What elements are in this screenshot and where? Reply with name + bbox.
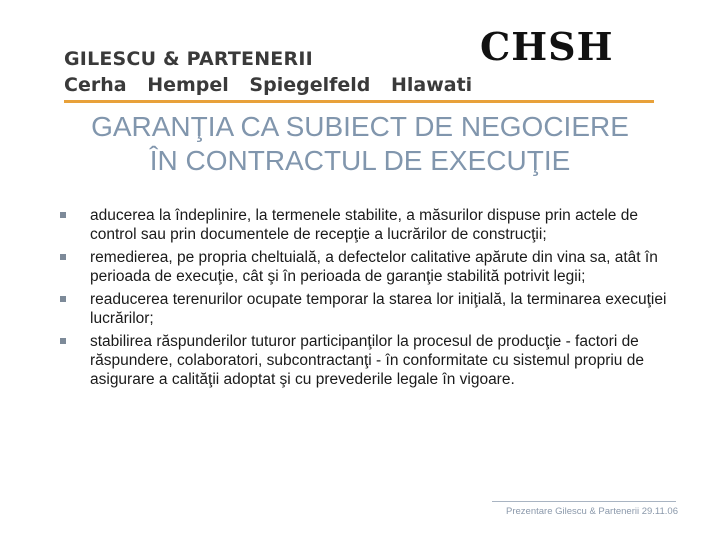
- brand-logo: CHSH: [480, 24, 614, 69]
- slide-title-line: GARANŢIA CA SUBIECT DE NEGOCIERE: [91, 111, 629, 142]
- list-item: [60, 206, 670, 244]
- slide-title-line: ÎN CONTRACTUL DE EXECUŢIE: [149, 145, 571, 176]
- bullet-icon: [60, 296, 66, 302]
- list-item-text: remedierea, pe propria cheltuială, a defectelor calitative apărute din vina sa, atât în perioada de execuţie, cât şi în perioada de garanţie stabilită potrivit legii;: [90, 249, 658, 285]
- slide-title: [40, 110, 680, 178]
- footer-divider: [492, 501, 676, 502]
- list-item-text: stabilirea răspunderilor tuturor participanţilor la procesul de producţie - factori de răspundere, colaboratori, subcontractanţi - în conformitate cu sistemul propriu de asigurare a calităţii adoptat şi cu prevederile legale în vigoare.: [90, 333, 644, 388]
- list-item: [60, 290, 670, 328]
- list-item: [60, 248, 670, 286]
- partner-name: Hlawati: [390, 74, 473, 96]
- bullet-icon: [60, 212, 66, 218]
- list-item-text: readucerea terenurilor ocupate temporar la starea lor iniţială, la terminarea execuţiei lucrărilor;: [90, 291, 667, 327]
- firm-name: GILESCU & PARTENERII: [64, 48, 313, 70]
- footer-text: Prezentare Gilescu & Partenerii 29.11.06: [506, 506, 678, 517]
- header-divider: [64, 100, 654, 103]
- bullet-icon: [60, 254, 66, 260]
- partner-name: Hempel: [147, 74, 229, 96]
- list-item: [60, 332, 670, 389]
- bullet-list: [60, 206, 670, 393]
- bullet-icon: [60, 338, 66, 344]
- partner-name: Cerha: [64, 74, 127, 96]
- partner-name: Spiegelfeld: [249, 74, 371, 96]
- partner-names: [64, 74, 472, 96]
- firm-logo: [64, 48, 472, 96]
- list-item-text: aducerea la îndeplinire, la termenele stabilite, a măsurilor dispuse prin actele de control sau prin documentele de recepţie a lucrărilor de construcţii;: [90, 207, 638, 243]
